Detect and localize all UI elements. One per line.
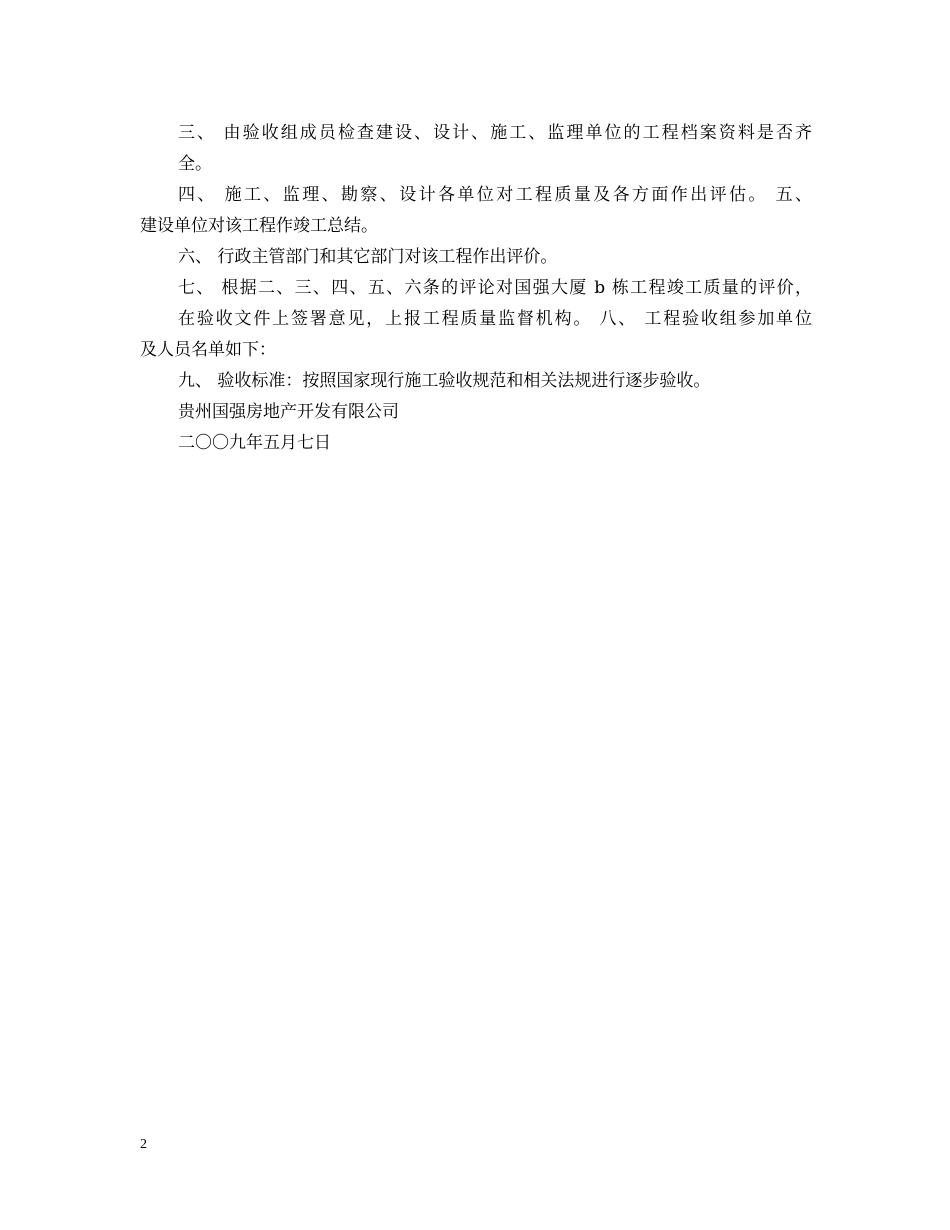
paragraph-3-line-1: 三、 由验收组成员检查建设、设计、施工、监理单位的工程档案资料是否齐 bbox=[178, 123, 812, 143]
paragraph-4-line-2: 建设单位对该工程作竣工总结。 bbox=[140, 216, 378, 236]
document-date: 二〇〇九年五月七日 bbox=[178, 433, 331, 453]
page-number: 2 bbox=[140, 1137, 147, 1152]
paragraph-7-line-1: 七、 根据二、三、四、五、六条的评论对国强大厦 b 栋工程竣工质量的评价， bbox=[178, 278, 812, 298]
document-body bbox=[140, 118, 812, 459]
paragraph-7-line-2: 在验收文件上签署意见，上报工程质量监督机构。 八、 工程验收组参加单位 bbox=[178, 309, 812, 329]
paragraph-7-line-3: 及人员名单如下： bbox=[140, 340, 276, 360]
paragraph-3-line-2: 全。 bbox=[178, 154, 212, 174]
paragraph-4-line-1: 四、 施工、监理、勘察、设计各单位对工程质量及各方面作出评估。 五、 bbox=[178, 185, 812, 205]
paragraph-9: 九、 验收标准：按照国家现行施工验收规范和相关法规进行逐步验收。 bbox=[178, 371, 711, 391]
paragraph-6: 六、 行政主管部门和其它部门对该工程作出评价。 bbox=[178, 247, 558, 267]
company-name: 贵州国强房地产开发有限公司 bbox=[178, 402, 399, 422]
